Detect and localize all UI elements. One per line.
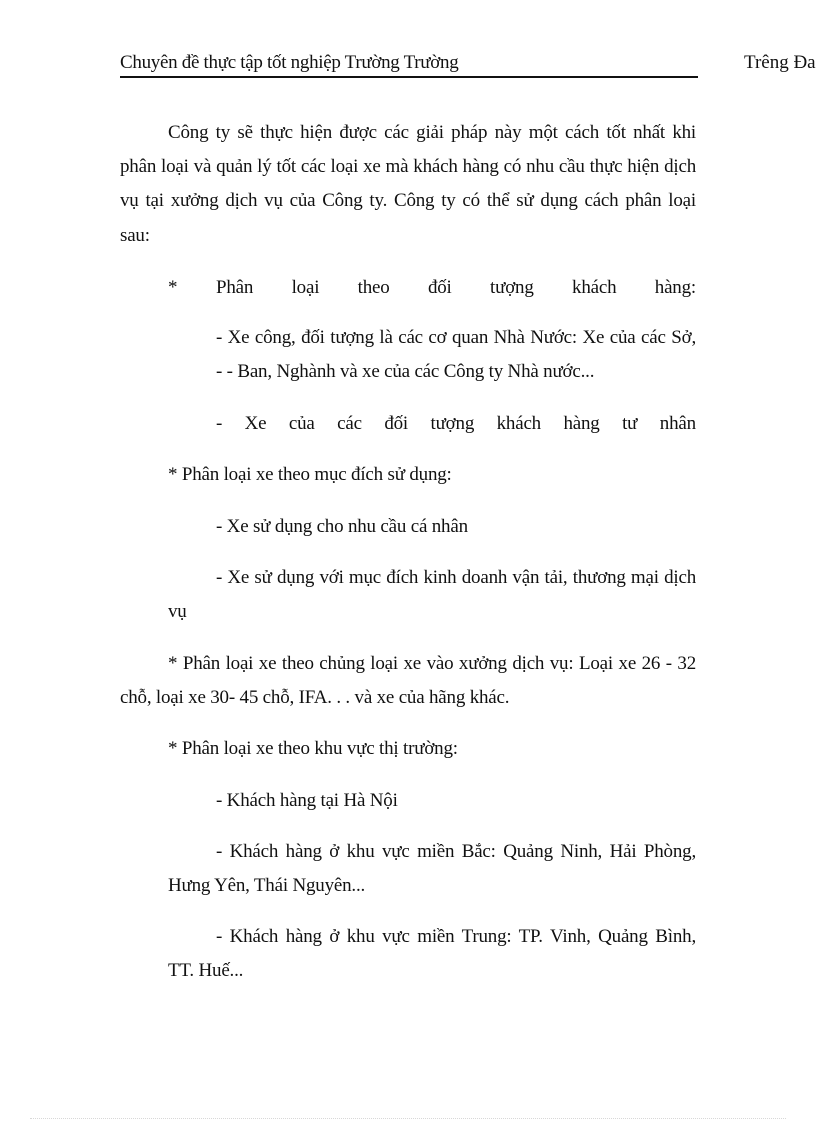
- heading-word: Phân: [216, 277, 254, 298]
- list-item: [216, 412, 696, 436]
- section-heading: * Phân loại xe theo chủng loại xe vào xưởng dịch vụ: Loại xe 26 - 32: [168, 653, 696, 674]
- list-item-continuation: Hưng Yên, Thái Nguyên...: [168, 875, 366, 896]
- paragraph-line: sau:: [120, 225, 150, 246]
- item-word: Xe: [244, 413, 267, 434]
- list-item: - Xe sử dụng với mục đích kinh doanh vận tải, thương mại dịch: [216, 567, 696, 588]
- header-title: Chuyên đề thực tập tốt nghiệp Trường Trường: [120, 52, 459, 73]
- list-item: - Xe sử dụng cho nhu cầu cá nhân: [216, 516, 468, 537]
- header-school: Trêng Đa: [744, 52, 816, 73]
- heading-word: loại: [291, 277, 320, 298]
- heading-word: theo: [357, 277, 390, 298]
- section-heading: * Phân loại xe theo mục đích sử dụng:: [168, 464, 452, 485]
- section-heading: [216, 276, 696, 300]
- paragraph-line: phân loại và quản lý tốt các loại xe mà khách hàng có nhu cầu thực hiện dịch: [120, 156, 696, 177]
- list-item-continuation: TT. Huế...: [168, 960, 244, 981]
- section-heading-continuation: chỗ, loại xe 30- 45 chỗ, IFA. . . và xe của hãng khác.: [120, 687, 510, 708]
- heading-word: khách: [572, 277, 617, 298]
- heading-word: hàng:: [654, 277, 696, 298]
- heading-word: tượng: [490, 277, 534, 298]
- list-item: - Xe công, đối tượng là các cơ quan Nhà Nước: Xe của các Sở,: [216, 327, 696, 348]
- list-item-continuation: vụ: [168, 601, 187, 622]
- list-item: - Khách hàng tại Hà Nội: [216, 790, 398, 811]
- item-word: hàng: [563, 413, 600, 434]
- page-bottom-rule: [30, 1118, 786, 1119]
- item-word: khách: [496, 413, 541, 434]
- item-word: nhân: [659, 413, 696, 434]
- heading-word: đối: [427, 277, 452, 298]
- paragraph-line: vụ tại xưởng dịch vụ của Công ty. Công ty có thể sử dụng cách phân loại: [120, 190, 696, 211]
- list-item: - Khách hàng ở khu vực miền Bắc: Quảng Ninh, Hải Phòng,: [216, 841, 696, 862]
- section-bullet: *: [168, 277, 178, 298]
- item-word: -: [216, 413, 223, 434]
- item-word: các: [337, 413, 362, 434]
- list-item: - - Ban, Nghành và xe của các Công ty Nhà nước...: [216, 361, 595, 382]
- list-item: - Khách hàng ở khu vực miền Trung: TP. Vinh, Quảng Bình,: [216, 926, 696, 947]
- item-word: của: [288, 413, 315, 434]
- item-word: đối: [384, 413, 409, 434]
- item-word: tư: [622, 413, 638, 434]
- section-heading: * Phân loại xe theo khu vực thị trường:: [168, 738, 458, 759]
- paragraph-line: Công ty sẽ thực hiện được các giải pháp này một cách tốt nhất khi: [168, 122, 696, 143]
- header-divider: [120, 76, 698, 78]
- item-word: tượng: [430, 413, 475, 434]
